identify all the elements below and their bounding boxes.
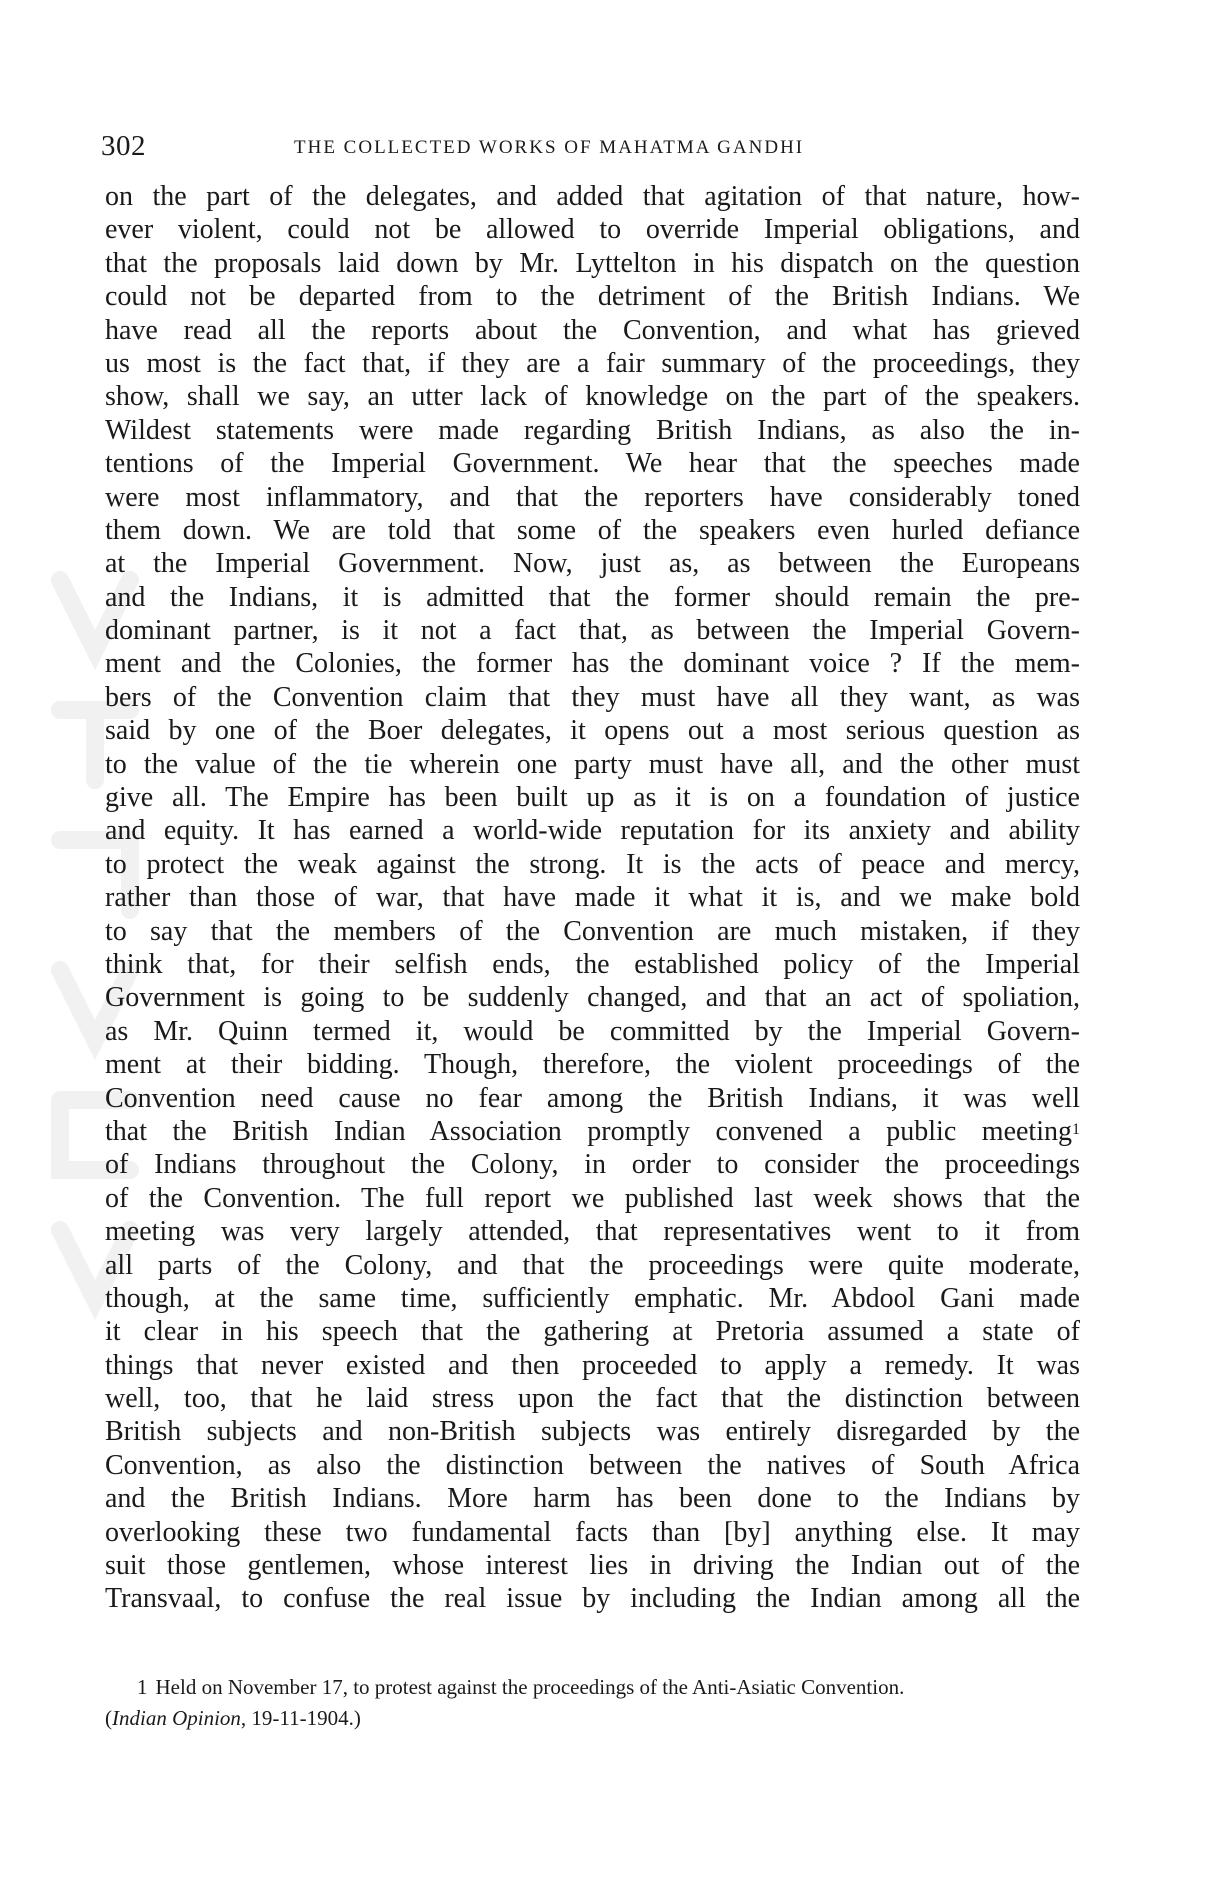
body-line <box>105 714 1080 747</box>
body-line <box>105 1482 1080 1515</box>
body-line-text: Convention need cause no fear among the British Indians, it was well <box>105 1082 1080 1114</box>
body-line-text: of the Convention. The full report we published last week shows that the <box>105 1182 1080 1214</box>
body-line <box>105 748 1080 781</box>
body-line <box>105 581 1080 614</box>
body-line <box>105 881 1080 914</box>
footnote-line-1 <box>105 1672 1080 1703</box>
body-line-text: ment and the Colonies, the former has the dominant voice ? If the mem- <box>105 648 1080 680</box>
body-line-text: and the British Indians. More harm has been done to the Indians by <box>105 1483 1080 1515</box>
body-line-text: ment at their bidding. Though, therefore, the violent proceedings of the <box>105 1049 1080 1081</box>
body-line <box>105 1582 1080 1615</box>
body-line <box>105 1516 1080 1549</box>
body-line-text: us most is the fact that, if they are a fair summary of the proceedings, they <box>105 347 1080 379</box>
body-line <box>105 280 1080 313</box>
body-line-text: have read all the reports about the Convention, and what has grieved <box>105 314 1080 346</box>
body-line-text: meeting was very largely attended, that representatives went to it from <box>105 1216 1080 1248</box>
body-text <box>105 180 1080 1616</box>
body-line <box>105 848 1080 881</box>
body-line <box>105 1249 1080 1282</box>
footnote-reference: 1 <box>1072 1120 1080 1138</box>
body-line <box>105 314 1080 347</box>
body-line-text: and equity. It has earned a world-wide reputation for its anxiety and ability <box>105 815 1080 847</box>
body-line-text: suit those gentlemen, whose interest lies in driving the Indian out of the <box>105 1550 1080 1582</box>
body-line <box>105 447 1080 480</box>
body-line-text: to the value of the tie wherein one party must have all, and the other must <box>105 748 1080 780</box>
body-line-text: and the Indians, it is admitted that the former should remain the pre- <box>105 581 1080 613</box>
footnote-citation-rest: , 19-11-1904.) <box>240 1706 361 1730</box>
body-line <box>105 681 1080 714</box>
body-line-text: that the proposals laid down by Mr. Lyttelton in his dispatch on the question <box>105 247 1080 279</box>
body-line-text: it clear in his speech that the gathering at Pretoria assumed a state of <box>105 1316 1080 1348</box>
body-line <box>105 1315 1080 1348</box>
body-line-text: as Mr. Quinn termed it, would be committed by the Imperial Govern- <box>105 1015 1080 1047</box>
body-line <box>105 347 1080 380</box>
body-line <box>105 1349 1080 1382</box>
footnote-line-2 <box>105 1703 1080 1734</box>
body-line-text: think that, for their selfish ends, the established policy of the Imperial <box>105 948 1080 980</box>
body-line <box>105 1382 1080 1415</box>
page-header <box>101 130 1081 170</box>
body-line <box>105 1549 1080 1582</box>
body-line <box>105 481 1080 514</box>
body-line <box>105 514 1080 547</box>
body-line-text: on the part of the delegates, and added that agitation of that nature, how- <box>105 181 1080 212</box>
body-line <box>105 1282 1080 1315</box>
body-line <box>105 1115 1080 1148</box>
body-line-text: of Indians throughout the Colony, in order to consider the proceedings <box>105 1149 1080 1181</box>
body-line-text: that the British Indian Association promptly convened a public meeting <box>105 1115 1072 1147</box>
body-line <box>105 915 1080 948</box>
body-line-text: tentions of the Imperial Government. We hear that the speeches made <box>105 448 1080 480</box>
body-line-text: rather than those of war, that have made it what it is, and we make bold <box>105 882 1080 914</box>
body-line-text: show, shall we say, an utter lack of knowledge on the part of the speakers. <box>105 381 1080 413</box>
running-head: THE COLLECTED WORKS OF MAHATMA GANDHI <box>294 137 805 158</box>
body-line-text: said by one of the Boer delegates, it opens out a most serious question as <box>105 715 1080 747</box>
body-line <box>105 1182 1080 1215</box>
body-line-text: British subjects and non-British subjects was entirely disregarded by the <box>105 1416 1080 1448</box>
body-line-text: at the Imperial Government. Now, just as, as between the Europeans <box>105 548 1080 580</box>
body-line-text: well, too, that he laid stress upon the fact that the distinction between <box>105 1383 1080 1415</box>
body-line-text: all parts of the Colony, and that the proceedings were quite moderate, <box>105 1249 1080 1281</box>
body-line <box>105 614 1080 647</box>
body-line-text: dominant partner, is it not a fact that, as between the Imperial Govern- <box>105 615 1080 647</box>
footnote-marker: 1 <box>137 1675 148 1699</box>
body-line <box>105 781 1080 814</box>
body-line <box>105 1449 1080 1482</box>
body-line-text: to say that the members of the Convention are much mistaken, if they <box>105 915 1080 947</box>
body-line-text: bers of the Convention claim that they must have all they want, as was <box>105 681 1080 713</box>
body-line-text: Convention, as also the distinction between the natives of South Africa <box>105 1449 1080 1481</box>
body-line <box>105 1215 1080 1248</box>
body-line-text: Government is going to be suddenly changed, and that an act of spoliation, <box>105 982 1080 1014</box>
body-line-text: Wildest statements were made regarding British Indians, as also the in- <box>105 414 1080 446</box>
body-line-text: were most inflammatory, and that the reporters have considerably toned <box>105 481 1080 513</box>
body-line <box>105 1015 1080 1048</box>
body-line <box>105 380 1080 413</box>
body-line-text: things that never existed and then proceeded to apply a remedy. It was <box>105 1349 1080 1381</box>
body-line-text: to protect the weak against the strong. It is the acts of peace and mercy, <box>105 848 1080 880</box>
body-line-text: could not be departed from to the detriment of the British Indians. We <box>105 281 1080 313</box>
body-line <box>105 414 1080 447</box>
body-line <box>105 1048 1080 1081</box>
page-number: 302 <box>101 130 146 162</box>
body-line <box>105 1082 1080 1115</box>
body-line <box>105 948 1080 981</box>
body-line <box>105 547 1080 580</box>
body-line-text: give all. The Empire has been built up as it is on a foundation of justice <box>105 782 1080 814</box>
body-line-text: though, at the same time, sufficiently emphatic. Mr. Abdool Gani made <box>105 1282 1080 1314</box>
footnote-text: Held on November 17, to protest against the proceedings of the Anti-Asiatic Convention. <box>155 1675 905 1699</box>
body-line-text: overlooking these two fundamental facts than [by] anything else. It may <box>105 1516 1080 1548</box>
body-line <box>105 213 1080 246</box>
body-line <box>105 1148 1080 1181</box>
body-line <box>105 1415 1080 1448</box>
footnote <box>105 1672 1080 1734</box>
body-line <box>105 814 1080 847</box>
body-line <box>105 647 1080 680</box>
body-line-text: them down. We are told that some of the speakers even hurled defiance <box>105 514 1080 546</box>
body-line-text: ever violent, could not be allowed to override Imperial obligations, and <box>105 214 1080 246</box>
footnote-citation-title: Indian Opinion <box>112 1706 241 1730</box>
body-line <box>105 247 1080 280</box>
body-line <box>105 180 1080 213</box>
footnote-citation-open: ( <box>105 1706 112 1730</box>
body-line-text: Transvaal, to confuse the real issue by including the Indian among all the <box>105 1583 1080 1615</box>
body-line <box>105 981 1080 1014</box>
